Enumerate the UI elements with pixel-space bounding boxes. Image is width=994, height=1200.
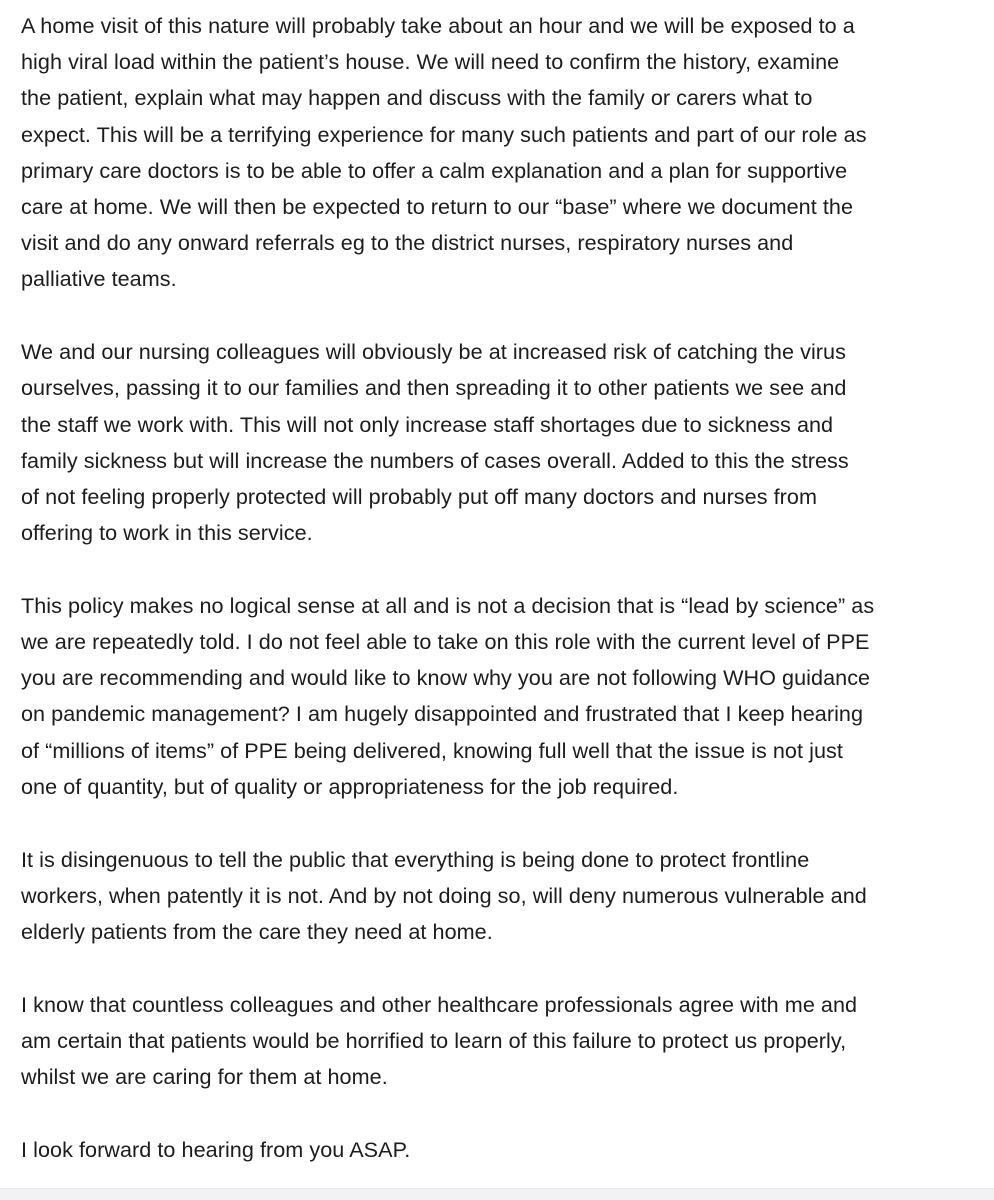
paragraph-closing: I look forward to hearing from you ASAP. (21, 1136, 411, 1162)
bottom-toolbar-edge (0, 1188, 994, 1200)
paragraph-colleagues-agree: I know that countless colleagues and other healthcare professionals agree with me and am certain that patients would be horrified to learn of this failure to protect us properly, whilst we are caring for them at home. (21, 991, 858, 1090)
paragraph-infection-risk: We and our nursing colleagues will obviously be at increased risk of catching the virus ourselves, passing it to our families and then spreading it to other patients we see and the staff we work with. This will not only increase staff shortages due to sickness and family sickness but will increase the numbers of cases overall. Added to this the stress of not feeling properly protected will probably put off many doctors and nurses from offering to work in this service. (21, 339, 849, 546)
paragraph-public-messaging: It is disingenuous to tell the public that everything is being done to protect frontline workers, when patently it is not. And by not doing so, will deny numerous vulnerable and elderly patients from the care they need at home. (21, 846, 867, 944)
paragraph-policy-criticism: This policy makes no logical sense at all and is not a decision that is “lead by science” as we are repeatedly told. I do not feel able to take on this role with the current level of PPE you are recommending and would like to know why you are not following WHO guidance on pandemic management? I am hugely disappointed and frustrated that I keep hearing of “millions of items” of PPE being delivered, knowing full well that the issue is not just one of quantity, but of quality or appropriateness for the job required. (21, 592, 875, 799)
note-body (21, 8, 981, 1168)
paragraph-home-visit: A home visit of this nature will probably take about an hour and we will be exposed to a high viral load within the patient’s house. We will need to confirm the history, examine the patient, explain what may happen and discuss with the family or carers what to expect. This will be a terrifying experience for many such patients and part of our role as primary care doctors is to be able to offer a calm explanation and a plan for supportive care at home. We will then be expected to return to our “base” where we document the visit and do any onward referrals eg to the district nurses, respiratory nurses and palliative teams. (21, 13, 867, 292)
